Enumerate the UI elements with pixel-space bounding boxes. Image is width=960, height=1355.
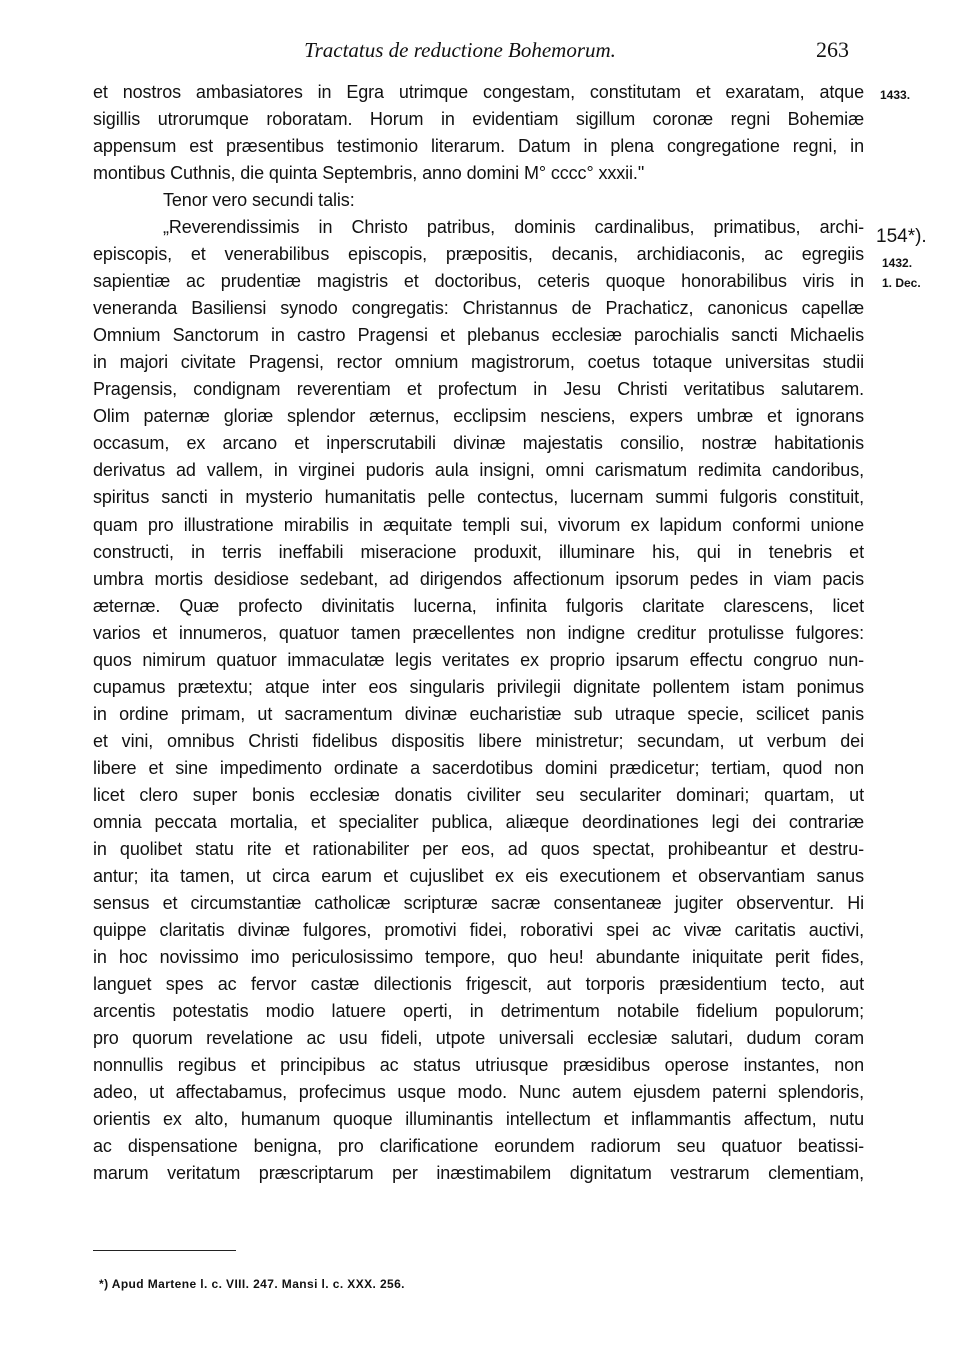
- body-text: [93, 79, 864, 1187]
- text-line: Olim paternæ gloriæ splendor æternus, ecclipsim nesciens, expers umbræ et ignorans: [93, 406, 864, 427]
- text-line: et nostros ambasiatores in Egra utrimque congestam, constitutam et exaratam, atque: [93, 82, 864, 102]
- text-line: montibus Cuthnis, die quinta Septembris, anno domini M° cccc° xxxii.": [93, 163, 645, 184]
- text-line: omnia peccata mortalia, et specialiter publica, aliæque deordinationes legi dei contrariæ: [93, 811, 864, 832]
- text-line: quippe claritatis divinæ fulgores, promotivi fidei, roborativi spei ac vivæ caritatis auctivi,: [93, 919, 864, 940]
- text-line: Tenor vero secundi talis:: [163, 190, 355, 211]
- text-line: et vini, omnibus Christi fidelibus dispositis libere ministretur; secundam, ut verbum dei: [93, 730, 864, 751]
- text-line: adeo, ut affectabamus, profecimus usque modo. Nunc autem ejusdem paterni splendoris,: [93, 1082, 864, 1103]
- running-header-title: Tractatus de reductione Bohemorum.: [304, 38, 616, 62]
- text-line: episcopis, et venerabilibus episcopis, præpositis, decanis, archidiaconis, ac egregiis: [93, 244, 864, 265]
- margin-note-document-number: 154*).: [876, 226, 927, 247]
- text-line: varios et innumeros, quatuor tamen præcellentes non indigne creditur protulisse fulgores:: [93, 622, 864, 643]
- text-line: æternæ. Quæ profecto divinitatis lucerna, infinita fulgoris claritate clarescens, licet: [93, 595, 864, 616]
- text-line: in quolibet statu rite et rationabiliter per eos, ad quos spectat, prohibeantur et destru-: [93, 838, 864, 859]
- text-line: „Reverendissimis in Christo patribus, dominis cardinalibus, primatibus, archi-: [163, 217, 864, 238]
- text-line: in majori civitate Pragensi, rector omnium magistrorum, coetus totaque universitas studii: [93, 352, 864, 373]
- page-number: 263: [816, 37, 849, 62]
- text-line: ac dispensatione benigna, pro clarificatione eorundem radiorum seu quatuor beatissi-: [93, 1136, 864, 1157]
- text-line: derivatus ad vallem, in virginei pudoris aula insigni, omni carismatum redimita candoribus,: [93, 460, 864, 481]
- text-line: in hoc novissimo imo periculosissimo tempore, quo heu! abundante iniquitate perit fides,: [93, 947, 864, 967]
- text-line: marum veritatum præscriptarum per inæstimabilem dignitatum vestrarum clementiam,: [93, 1163, 864, 1184]
- text-line: quos nimirum quatuor immaculatæ legis veritates ex proprio ipsarum effectu congruo nun-: [93, 649, 864, 670]
- text-line: orientis ex alto, humanum quoque illuminantis intellectum et inflammantis affectum, nutu: [93, 1109, 864, 1130]
- text-line: veneranda Basiliensi synodo congregatis: Christannus de Prachaticz, canonicus capellæ: [93, 298, 864, 319]
- footnote: *) Apud Martene l. c. VIII. 247. Mansi l. c. XXX. 256.: [99, 1277, 405, 1291]
- text-line: cupamus prætextu; atque inter eos singularis privilegii dignitate pollentem istam ponimus: [93, 676, 864, 697]
- text-line: licet clero super bonis ecclesiæ donatis civiliter seu seculariter dominari; quartam, ut: [93, 784, 864, 805]
- text-line: umbra mortis desidiose sedebant, ad dirigendos affectionum ipsorum pedes in viam pacis: [93, 568, 864, 589]
- text-line: nonnullis regibus et principibus ac status utriusque præsidibus operose instantes, non: [93, 1055, 864, 1076]
- text-line: appensum est præsentibus testimonio literarum. Datum in plena congregatione regni, in: [93, 136, 864, 157]
- text-line: Pragensis, condignam reverentiam et profectum in Jesu Christi veritatibus salutarem.: [93, 379, 864, 400]
- margin-note-year-1433: 1433.: [880, 88, 911, 102]
- text-line: languet spes ac fervor castæ dilectionis frigescit, aut torporis præsidentium tecto, aut: [93, 974, 864, 995]
- text-line: libere et sine impedimento ordinate a sacerdotibus domini prædicetur; tertiam, quod non: [93, 757, 864, 778]
- text-line: sigillis utrorumque roboratam. Horum in evidentiam sigillum coronæ regni Bohemiæ: [93, 109, 864, 130]
- text-line: in ordine primam, ut sacramentum divinæ eucharistiæ sub utraque specie, scilicet panis: [93, 703, 864, 724]
- margin-note-year-1432: 1432.: [882, 256, 913, 270]
- text-line: spiritus sancti in mysterio humanitatis pelle contectus, lucernam summi fulgoris constituit,: [93, 487, 864, 508]
- text-line: quam pro illustratione mirabilis in æquitate templi sui, vivorum ex lapidum conformi unione: [93, 514, 864, 535]
- text-line: sensus et circumstantiæ catholicæ scripturæ sacræ consentaneæ jugiter observentur. Hi: [93, 892, 864, 913]
- text-line: occasum, ex arcano et inperscrutabili divinæ majestatis consilio, nostræ habitationis: [93, 433, 864, 454]
- text-line: antur; ita tamen, ut circa earum et cujuslibet ex eis executionem et observantiam sanus: [93, 865, 864, 886]
- text-line: constructi, in terris ineffabili miseracione produxit, illuminare his, qui in tenebris et: [93, 541, 864, 562]
- footnote-divider: [93, 1250, 236, 1251]
- text-line: Omnium Sanctorum in castro Pragensi et plebanus ecclesiæ parochialis sancti Michaelis: [93, 325, 864, 346]
- margin-note-date: 1. Dec.: [882, 276, 921, 290]
- text-line: sapientiæ ac prudentiæ magistris et doctoribus, ceteris quoque honorabilibus viris in: [93, 271, 864, 292]
- text-line: pro quorum revelatione ac usu fideli, utpote universali ecclesiæ salutari, dudum coram: [93, 1028, 864, 1049]
- text-line: arcentis potestatis modio latuere operti, in detrimentum notabile fidelium populorum;: [93, 1001, 864, 1022]
